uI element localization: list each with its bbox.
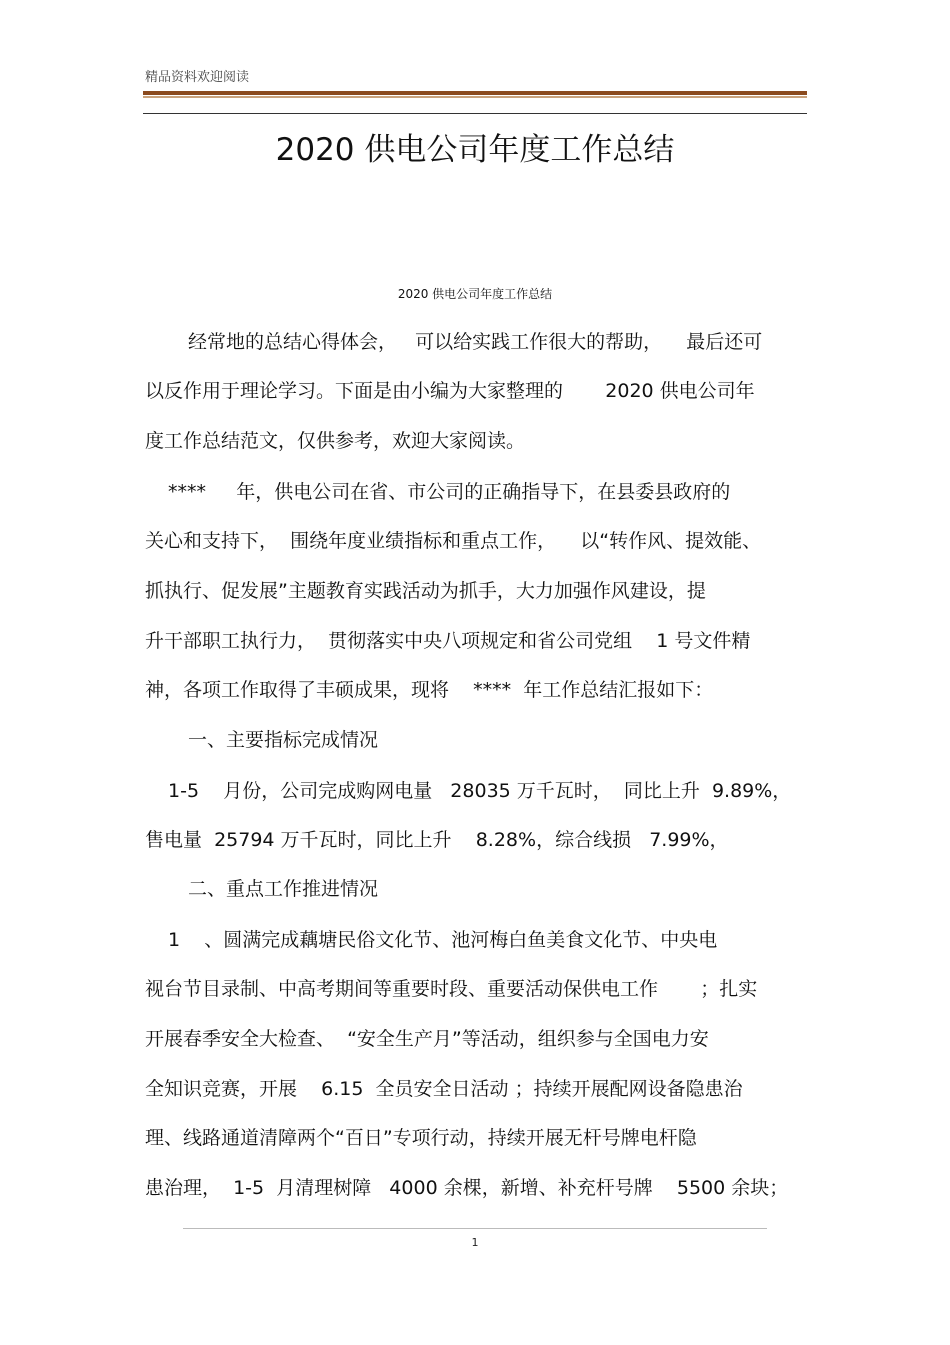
body-line: 开展春季安全大检查、 “安全生产月”等活动，组织参与全国电力安 xyxy=(145,1028,709,1050)
body-line: 神，各项工作取得了丰硕成果，现将 **** 年工作总结汇报如下： xyxy=(145,679,714,701)
section-heading: 一、主要指标完成情况 xyxy=(188,729,379,751)
section-heading: 二、重点工作推进情况 xyxy=(188,878,379,900)
header-rule-mid xyxy=(143,96,807,98)
body-line: 全知识竞赛，开展 6.15 全员安全日活动 ；持续开展配网设备隐患治 xyxy=(145,1078,743,1100)
footer-rule xyxy=(183,1228,767,1229)
body-line: 视台节目录制、中高考期间等重要时段、重要活动保供电工作 ；扎实 xyxy=(145,978,758,1000)
document-title: 2020 供电公司年度工作总结 xyxy=(275,132,675,168)
header-rule-thin xyxy=(143,113,807,114)
body-line: 经常地的总结心得体会， 可以给实践工作很大的帮助， 最后还可 xyxy=(188,331,763,353)
body-line: 度工作总结范文，仅供参考，欢迎大家阅读。 xyxy=(145,430,526,452)
header-rule-thick xyxy=(143,91,807,95)
body-line: 关心和支持下， 围绕年度业绩指标和重点工作， 以“转作风、提效能、 xyxy=(145,530,762,552)
document-subtitle: 2020 供电公司年度工作总结 xyxy=(397,287,553,301)
body-line: 1 、圆满完成藕塘民俗文化节、池河梅白鱼美食文化节、中央电 xyxy=(168,929,718,951)
page-number: 1 xyxy=(471,1236,479,1249)
header-text: 精品资料欢迎阅读 xyxy=(145,70,250,85)
body-line: 1-5 月份，公司完成购网电量 28035 万千瓦时， 同比上升 9.89%， xyxy=(168,780,792,802)
body-line: 以反作用于理论学习。下面是由小编为大家整理的 2020 供电公司年 xyxy=(145,380,755,402)
body-line: 理、线路通道清障两个“百日”专项行动，持续开展无杆号牌电杆隐 xyxy=(145,1127,697,1149)
body-line: 患治理， 1-5 月清理树障 4000 余棵，新增、补充杆号牌 5500 余块； xyxy=(145,1177,789,1199)
body-line: 抓执行、促发展”主题教育实践活动为抓手，大力加强作风建设，提 xyxy=(145,580,706,602)
body-line: 售电量 25794 万千瓦时，同比上升 8.28%，综合线损 7.99%， xyxy=(145,829,729,851)
body-line: 升干部职工执行力， 贯彻落实中央八项规定和省公司党组 1 号文件精 xyxy=(145,630,751,652)
body-line: **** 年，供电公司在省、市公司的正确指导下，在县委县政府的 xyxy=(168,481,731,503)
